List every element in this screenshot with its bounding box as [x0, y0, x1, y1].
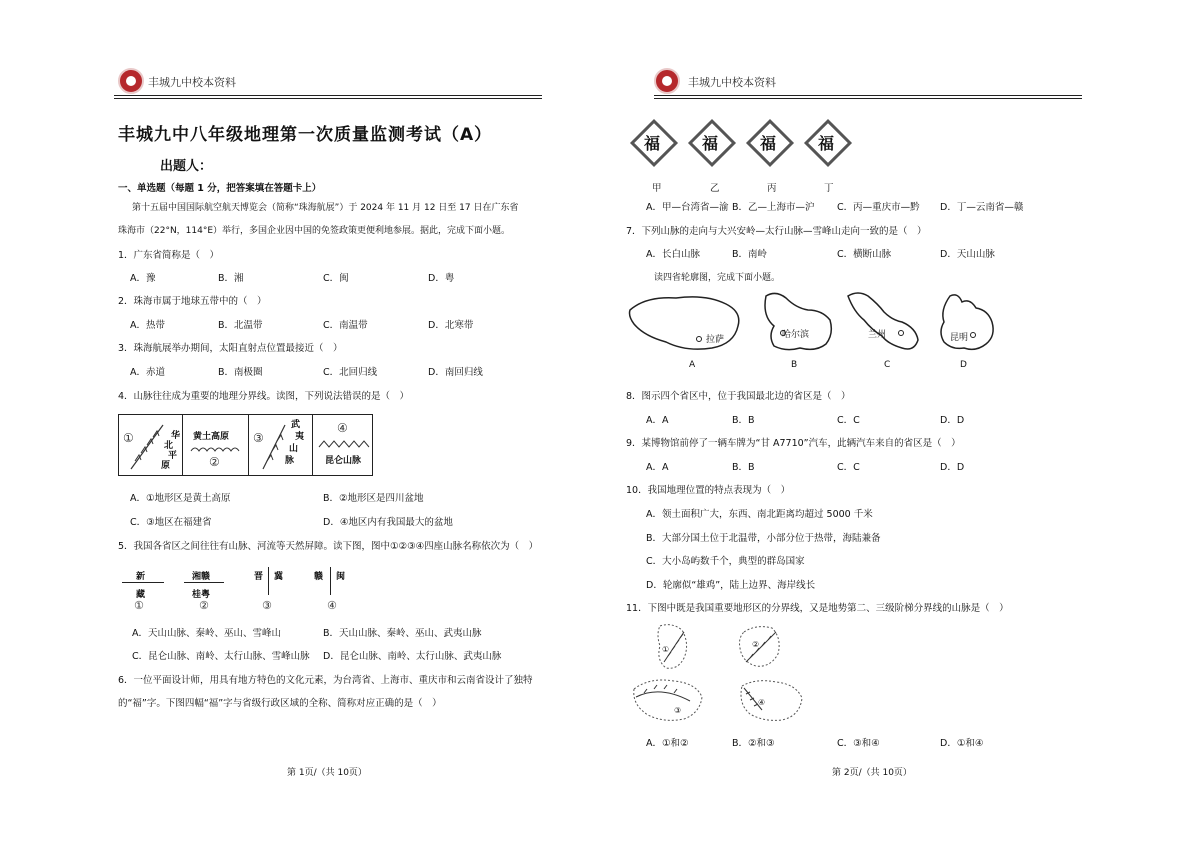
q11-map-3-number: ③	[674, 706, 682, 715]
q11-map-2-number: ②	[752, 640, 760, 649]
q5-option-c[interactable]: C．昆仑山脉、南岭、太行山脉、雪峰山脉	[132, 651, 310, 662]
q2-option-a[interactable]: A．热带	[130, 320, 165, 331]
province-outline-gansu	[844, 290, 924, 354]
q8-option-b[interactable]: B．B	[732, 415, 755, 426]
map-d-label: D	[960, 360, 967, 370]
q7-option-b[interactable]: B．南岭	[732, 249, 768, 260]
q10-option-b[interactable]: B．大部分国土位于北温带，小部分位于热带，海陆兼备	[646, 533, 881, 544]
q5-option-b[interactable]: B．天山山脉、秦岭、巫山、武夷山脉	[323, 628, 482, 639]
header-rule	[114, 95, 542, 96]
q4-cell1-number: ①	[123, 431, 134, 445]
q11-stem: 11．下图中既是我国重要地形区的分界线，又是地势第二、三级阶梯分界线的山脉是（ ）	[626, 603, 1009, 614]
q9-option-a[interactable]: A．A	[646, 462, 669, 473]
q5-option-a[interactable]: A．天山山脉、秦岭、巫山、雪峰山	[132, 628, 281, 639]
q3-option-b[interactable]: B．南极圈	[218, 367, 263, 378]
map-a-city: 拉萨	[706, 335, 725, 345]
q2-option-d[interactable]: D．北寒带	[428, 320, 474, 331]
q2-option-c[interactable]: C．南温带	[323, 320, 368, 331]
q3-stem: 3．珠海航展举办期间，太阳直射点位置最接近（ ）	[118, 343, 343, 354]
q1-option-c[interactable]: C．闽	[323, 273, 349, 284]
q5-stem: 5．我国各省区之间往往有山脉、河流等天然屏障。读下图，图中①②③④四座山脉名称依次为（ ）	[118, 541, 539, 552]
q2-option-b[interactable]: B．北温带	[218, 320, 263, 331]
q11-map-1	[654, 622, 694, 672]
q11-option-d[interactable]: D．①和④	[940, 738, 984, 749]
author-label: 出题人：	[160, 159, 213, 174]
mountain-range-icon	[319, 439, 369, 449]
q3-option-a[interactable]: A．赤道	[130, 367, 165, 378]
q8-option-c[interactable]: C．C	[837, 415, 860, 426]
q9-stem: 9．某博物馆前停了一辆车牌为“甘 A7710”汽车，此辆汽车来自的省区是（ ）	[626, 438, 961, 449]
province-outline-heilongjiang	[756, 290, 836, 356]
q4-option-d[interactable]: D．④地区内有我国最大的盆地	[323, 517, 453, 528]
map-c-city-dot-icon	[898, 330, 904, 336]
q1-stem: 1．广东省简称是（ ）	[118, 250, 220, 261]
q7-stem: 7．下列山脉的走向与大兴安岭—太行山脉—雪峰山走向一致的是（ ）	[626, 226, 927, 237]
q11-map-2	[736, 622, 786, 672]
q11-map-4-number: ④	[758, 698, 766, 707]
q4-cell3-number: ③	[253, 431, 264, 445]
header-school-label: 丰城九中校本资料	[688, 76, 776, 89]
map-b-label: B	[791, 360, 798, 370]
map-a-label: A	[689, 360, 696, 370]
q7-option-a[interactable]: A．长白山脉	[646, 249, 700, 260]
q3-option-c[interactable]: C．北回归线	[323, 367, 378, 378]
q8-stem: 8．图示四个省区中，位于我国最北边的省区是（ ）	[626, 391, 851, 402]
q4-option-b[interactable]: B．②地形区是四川盆地	[323, 493, 424, 504]
q11-option-b[interactable]: B．②和③	[732, 738, 775, 749]
section-heading: 一、单选题（每题 1 分，把答案填在答题卡上）	[118, 183, 322, 194]
map-d-city-dot-icon	[970, 332, 976, 338]
q6-stem-line-2: 的“福”字。下图四幅“福”字与省级行政区域的全称、简称对应正确的是（ ）	[118, 698, 442, 709]
q6-option-d[interactable]: D．丁—云南省—赣	[940, 202, 1024, 213]
q4-cell2-top: 黄土高原	[193, 432, 230, 442]
q10-stem: 10．我国地理位置的特点表现为（ ）	[626, 485, 791, 496]
q4-option-a[interactable]: A．①地形区是黄土高原	[130, 493, 231, 504]
q8-option-a[interactable]: A．A	[646, 415, 669, 426]
q4-cell2-number: ②	[209, 455, 220, 469]
fu-label-yi: 乙	[710, 183, 720, 194]
q2-stem: 2．珠海市属于地球五带中的（ ）	[118, 296, 267, 307]
q11-map-4	[736, 676, 806, 724]
q7-option-c[interactable]: C．横断山脉	[837, 249, 892, 260]
q6-option-c[interactable]: C．丙—重庆市—黔	[837, 202, 920, 213]
map-c-city: 兰州	[868, 330, 887, 340]
header-school-label: 丰城九中校本资料	[148, 76, 236, 89]
q10-option-d[interactable]: D．轮廓似“雄鸡”，陆上边界、海岸线长	[646, 580, 816, 591]
q10-option-a[interactable]: A．领土面积广大，东西、南北距离均超过 5000 千米	[646, 509, 873, 520]
school-logo-icon	[654, 68, 680, 94]
q4-cell4-number: ④	[337, 421, 348, 435]
q7-option-d[interactable]: D．天山山脉	[940, 249, 995, 260]
q6-option-a[interactable]: A．甲—台湾省—渝	[646, 202, 729, 213]
page-1: 丰城九中校本资料 丰城九中八年级地理第一次质量监测考试（A） 出题人： 一、单选题（每题 1 分，把答案填在答题卡上） 第十五届中国国际航空航天博览会（简称“珠海航展”）于 2024 年 11 月 12 日至 17 日在广东省 珠海市（22°N，114°E）举行，多国企业因中国的免签政策更便利地参展。据此，完成下面小题。 1．广东省简称是（ ） A．豫 B．湘 C．闽 D．粤 2．珠海市属于地球五带中的（ ） A．热带 B．北温带 C．南温带 D．北寒带 3．珠海航展举办期间，太阳直射点位置最接近（ ） A．赤道 B．南极圈 C．北回归线 D．南回归线 4．山脉往往成为重要的地理分界线。读图，下列说法错误的是（ ） ① 华 北 平 原 黄土高原 ② ③ 武 夷 山 脉 ④ 昆仑山脉 A．①地形区是黄土高原 B．②地形区是四川盆地 C．③地区在福建省 D．④地区内有我国最大的盆地 5．我国各省区之间往往有山脉、河流等天然屏障。读下图，图中①②③④四座山脉名称依次为（ ） 新 藏 ① 湘赣 桂粤 ② 晋 冀 ③ 赣 闽 ④ A．天山山脉、秦岭、巫山、雪峰山 B．天山山脉、秦岭、巫山、武夷山脉 C．昆仑山脉、南岭、太行山脉、雪峰山脉 D．昆仑山脉、南岭、太行山脉、武夷山脉 6．一位平面设计师，用具有地方特色的文化元素，为台湾省、上海市、重庆市和云南省设计了独特 的“福”字。下图四幅“福”字与省级行政区域的全称、简称对应正确的是（ ） 第 1页/（共 10页）	[0, 0, 600, 849]
exam-title: 丰城九中八年级地理第一次质量监测考试（A）	[118, 125, 493, 145]
q9-option-d[interactable]: D．D	[940, 462, 965, 473]
map-a-city-dot-icon	[696, 336, 702, 342]
intro-line-1: 第十五届中国国际航空航天博览会（简称“珠海航展”）于 2024 年 11 月 12 日至 17 日在广东省	[132, 203, 519, 213]
header-rule	[654, 95, 1082, 96]
q1-option-b[interactable]: B．湘	[218, 273, 244, 284]
school-logo-icon	[118, 68, 144, 94]
map-c-label: C	[884, 360, 891, 370]
q4-stem: 4．山脉往往成为重要的地理分界线。读图，下列说法错误的是（ ）	[118, 391, 410, 402]
q1-option-d[interactable]: D．粤	[428, 273, 455, 284]
page-2-footer: 第 2页/（共 10页）	[832, 768, 912, 778]
q4-diagram: ① 华 北 平 原 黄土高原 ② ③ 武 夷 山 脉 ④ 昆仑山脉	[118, 414, 373, 476]
plateau-icon	[191, 445, 241, 453]
q6-option-b[interactable]: B．乙—上海市—沪	[732, 202, 815, 213]
q5-option-d[interactable]: D．昆仑山脉、南岭、太行山脉、武夷山脉	[323, 651, 502, 662]
q8-option-d[interactable]: D．D	[940, 415, 965, 426]
intro-line-2: 珠海市（22°N，114°E）举行，多国企业因中国的免签政策更便利地参展。据此，完成下面小题。	[118, 226, 511, 236]
fu-label-bing: 丙	[767, 183, 777, 194]
q9-option-b[interactable]: B．B	[732, 462, 755, 473]
q3-option-d[interactable]: D．南回归线	[428, 367, 483, 378]
read-prompt: 读四省轮廓图，完成下面小题。	[654, 273, 781, 283]
q4-cell4-label: 昆仑山脉	[325, 456, 362, 466]
map-d-city: 昆明	[950, 333, 969, 343]
page-1-footer: 第 1页/（共 10页）	[287, 768, 367, 778]
province-outline-tibet	[626, 292, 746, 352]
q11-option-c[interactable]: C．③和④	[837, 738, 880, 749]
q6-stem-line-1: 6．一位平面设计师，用具有地方特色的文化元素，为台湾省、上海市、重庆市和云南省设计了独特	[118, 675, 533, 686]
q11-option-a[interactable]: A．①和②	[646, 738, 689, 749]
fu-label-jia: 甲	[652, 183, 662, 194]
q9-option-c[interactable]: C．C	[837, 462, 860, 473]
province-outline-yunnan	[936, 292, 1000, 356]
q1-option-a[interactable]: A．豫	[130, 273, 156, 284]
q11-map-1-number: ①	[662, 645, 670, 654]
fu-label-ding: 丁	[824, 183, 834, 194]
q4-option-c[interactable]: C．③地区在福建省	[130, 517, 212, 528]
page-2: 丰城九中校本资料 福 福 福 福 甲 乙 丙 丁 A．甲—台湾省—渝 B．乙—上海市—沪 C．丙—重庆市—黔 D．丁—云南省—赣 7．下列山脉的走向与大兴安岭—太行山脉—雪峰山走向一致的是（ ） A．长白山脉 B．南岭 C．横断山脉 D．天山山脉 读四省轮廓图，完成下面小题。 拉萨 A 哈尔滨 B 兰州 C 昆明 D 8．图示四个省区中，位于我国最北边的省区是（ ） A．A B．B C．C D．D 9．某博物馆前停了一辆车牌为“甘 A7710”汽车，此辆汽车来自的省区是（ ） A．A B．B C．C D．D 10．我国地理位置的特点表现为（ ） A．领土面积广大，东西、南北距离均超过 5000 千米 B．大部分国土位于北温带，小部分位于热带，海陆兼备 C．大小岛屿数千个，典型的群岛国家 D．轮廓似“雄鸡”，陆上边界、海岸线长 11．下图中既是我国重要地形区的分界线，又是地势第二、三级阶梯分界线的山脉是（ ） ① ② ③ ④ A．①和② B．②和③ C．③和④ D．①和④ 第 2页/（共 10页）	[600, 0, 1200, 849]
q10-option-c[interactable]: C．大小岛屿数千个，典型的群岛国家	[646, 556, 805, 567]
q11-map-3	[630, 675, 706, 725]
map-b-city: 哈尔滨	[782, 330, 810, 340]
